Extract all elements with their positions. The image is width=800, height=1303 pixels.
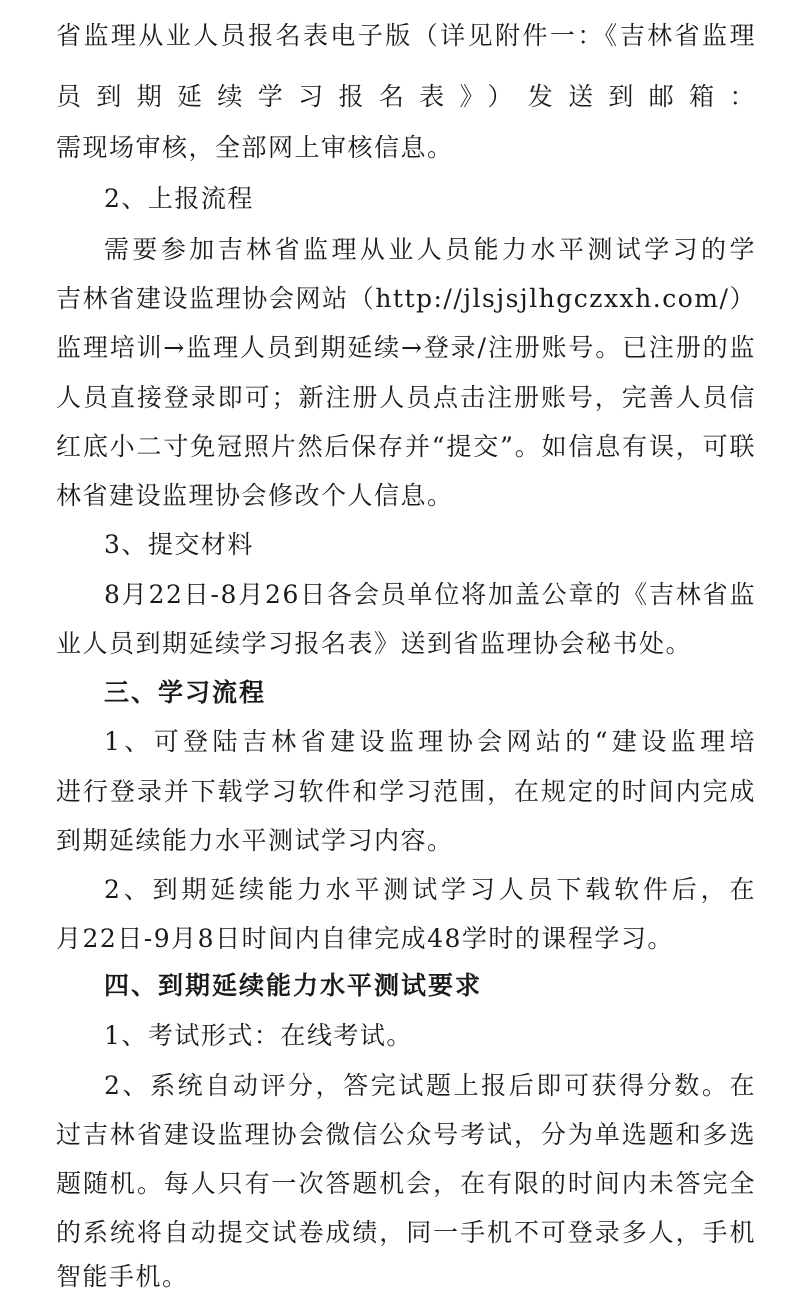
- section-subheading: 2、上报流程: [104, 184, 254, 213]
- text-line: 业人员到期延续学习报名表》送到省监理协会秘书处。: [56, 629, 693, 658]
- text-line: 林省建设监理协会修改个人信息。: [56, 481, 454, 510]
- text-line: 省监理从业人员报名表电子版（详见附件一：《吉林省监理: [56, 21, 756, 50]
- text-line: 人员直接登录即可；新注册人员点击注册账号，完善人员信: [56, 383, 756, 412]
- text-line: 进行登录并下载学习软件和学习范围，在规定的时间内完成: [56, 777, 756, 806]
- section-heading: 三、学习流程: [104, 678, 267, 707]
- text-line: 1、可登陆吉林省建设监理协会网站的“建设监理培: [104, 727, 756, 756]
- section-subheading: 3、提交材料: [104, 530, 254, 559]
- text-line: 需要参加吉林省监理从业人员能力水平测试学习的学: [104, 235, 756, 264]
- text-line: 题随机。每人只有一次答题机会，在有限的时间内未答完全: [56, 1169, 756, 1198]
- text-line: 月22日-9月8日时间内自律完成48学时的课程学习。: [56, 924, 674, 953]
- text-line: 过吉林省建设监理协会微信公众号考试，分为单选题和多选: [56, 1120, 756, 1149]
- text-line: 1、考试形式：在线考试。: [104, 1021, 413, 1050]
- text-line: 2、系统自动评分，答完试题上报后即可获得分数。在: [104, 1071, 756, 1100]
- text-line: 需现场审核，全部网上审核信息。: [56, 133, 454, 162]
- section-heading: 四、到期延续能力水平测试要求: [104, 971, 483, 1000]
- text-line: 吉林省建设监理协会网站（http://jlsjsjlhgczxxh.com/）: [56, 284, 756, 313]
- text-line: 监理培训→监理人员到期延续→登录/注册账号。已注册的监: [56, 333, 756, 362]
- text-line: 智能手机。: [56, 1262, 189, 1291]
- text-line: 8月22日-8月26日各会员单位将加盖公章的《吉林省监: [104, 580, 756, 609]
- text-line: 2、到期延续能力水平测试学习人员下载软件后，在: [104, 875, 756, 904]
- text-line: 红底小二寸免冠照片然后保存并“提交”。如信息有误，可联: [56, 432, 756, 461]
- text-line: 的系统将自动提交试卷成绩，同一手机不可登录多人，手机: [56, 1218, 756, 1247]
- text-line: 到期延续能力水平测试学习内容。: [56, 826, 454, 855]
- text-line: 员到期延续学习报名表》）发送到邮箱：: [56, 82, 756, 111]
